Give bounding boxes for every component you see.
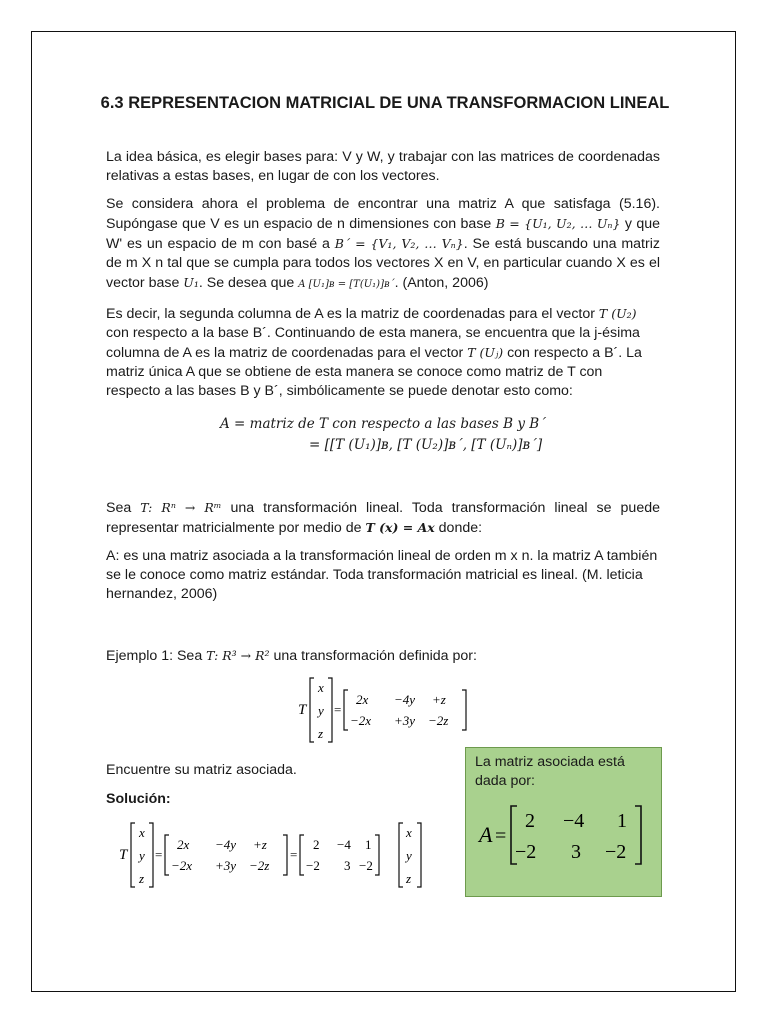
coef-r1c3: 1	[365, 837, 372, 852]
paragraph-find-matrix: Encuentre su matriz asociada.	[106, 762, 297, 778]
svg-text:=: =	[495, 825, 507, 847]
vec-z: z	[318, 726, 324, 741]
svg-text:=: =	[290, 847, 298, 862]
assoc-r2c2: 3	[571, 841, 581, 863]
paragraph-problem: Se considera ahora el problema de encontrar una matriz A que satisfaga (5.16). Supóngase que V es un espacio de n dimensiones con base B = {U₁, U₂, … Uₙ} y que W' es un espacio de m con basé a B´ = {V₁, V₂, … Vₙ}. Se está buscando una matriz de m X n tal que se cumpla para todos los vectores X en V, en particular cuando X es el vector base U₁. Se desea que A [U₁]ʙ = [T(U₁)]ʙ´. (Anton, 2006)	[106, 196, 660, 291]
section-title: 6.3 REPRESENTACION MATRICIAL DE UNA TRANSFORMACION LINEAL	[100, 94, 670, 112]
sol-r1c3: +z	[253, 837, 267, 852]
coef-r2c3: −2	[359, 858, 373, 873]
sol-vec-x: x	[139, 825, 145, 840]
solution-heading: Solución:	[106, 791, 171, 807]
paragraph-standard-matrix: A: es una matriz asociada a la transformación lineal de orden m x n. la matriz A también se le conoce como matriz estándar. Toda transformación matricial es lineal. (M. leticia hernandez, 2006)	[106, 548, 658, 602]
coef-r1c1: 2	[313, 837, 320, 852]
t-symbol: T	[119, 847, 128, 863]
sol-vec-y: y	[139, 848, 145, 863]
def-r2c1: −2x	[350, 713, 372, 728]
def-r1c1: 2x	[356, 692, 369, 707]
def-r1c2: −4y	[394, 692, 416, 707]
equals-sign: =	[334, 702, 342, 717]
definition-matrix	[290, 672, 480, 746]
svg-text:=: =	[155, 847, 163, 862]
paragraph-transformation: Sea T: Rⁿ → Rᵐ una transformación lineal. Toda transformación lineal se puede representar matricialmente por medio de T (x) = Ax donde:	[106, 500, 660, 536]
assoc-r1c1: 2	[525, 810, 535, 832]
def-r2c2: +3y	[394, 713, 416, 728]
coef-r1c2: −4	[337, 837, 351, 852]
svg-text:z: z	[406, 871, 412, 886]
sol-r1c2: −4y	[215, 837, 237, 852]
sol-r2c2: +3y	[215, 858, 237, 873]
assoc-r2c3: −2	[605, 841, 627, 863]
a-symbol: A	[479, 822, 493, 847]
svg-text:y: y	[406, 848, 412, 863]
coef-r2c2: 3	[344, 858, 351, 873]
coef-r2c1: −2	[306, 858, 320, 873]
def-r2c3: −2z	[428, 713, 449, 728]
solution-matrix	[115, 817, 425, 891]
sol-r1c1: 2x	[177, 837, 190, 852]
def-r1c3: +z	[432, 692, 446, 707]
paragraph-example: Ejemplo 1: Sea T: R³ → R² una transformación definida por:	[106, 648, 477, 664]
assoc-r1c2: −4	[563, 810, 585, 832]
equation-line-1: A = matriz de T con respecto a las bases B y B´	[220, 416, 546, 432]
result-box-label: La matriz asociada está dada por:	[475, 754, 625, 789]
assoc-r2c1: −2	[515, 841, 537, 863]
t-symbol: T	[298, 702, 307, 718]
sol-r2c1: −2x	[171, 858, 193, 873]
svg-text:x: x	[406, 825, 412, 840]
associated-matrix	[475, 800, 655, 870]
assoc-r1c3: 1	[617, 810, 627, 832]
paragraph-intro: La idea básica, es elegir bases para: V y W, y trabajar con las matrices de coordenadas relativas a estas bases, en lugar de con los vectores.	[106, 149, 660, 184]
paragraph-columns: Es decir, la segunda columna de A es la matriz de coordenadas para el vector T (U₂) con respecto a la base B´. Continuando de esta manera, se encuentra que la j-ésima columna de A es la matriz de coordenadas para el vector T (Uⱼ) con respecto a B´. La matriz única A que se obtiene de esta manera se conoce como matriz de T con respecto a las bases B y B´, simbólicamente se puede denotar esto como:	[106, 306, 642, 399]
sol-vec-z: z	[139, 871, 145, 886]
sol-r2c3: −2z	[249, 858, 270, 873]
equation-line-2: = [[T (U₁)]ʙ, [T (U₂)]ʙ´, [T (Uₙ)]ʙ´]	[309, 437, 543, 453]
vec-x: x	[318, 680, 324, 695]
vec-y: y	[318, 703, 324, 718]
